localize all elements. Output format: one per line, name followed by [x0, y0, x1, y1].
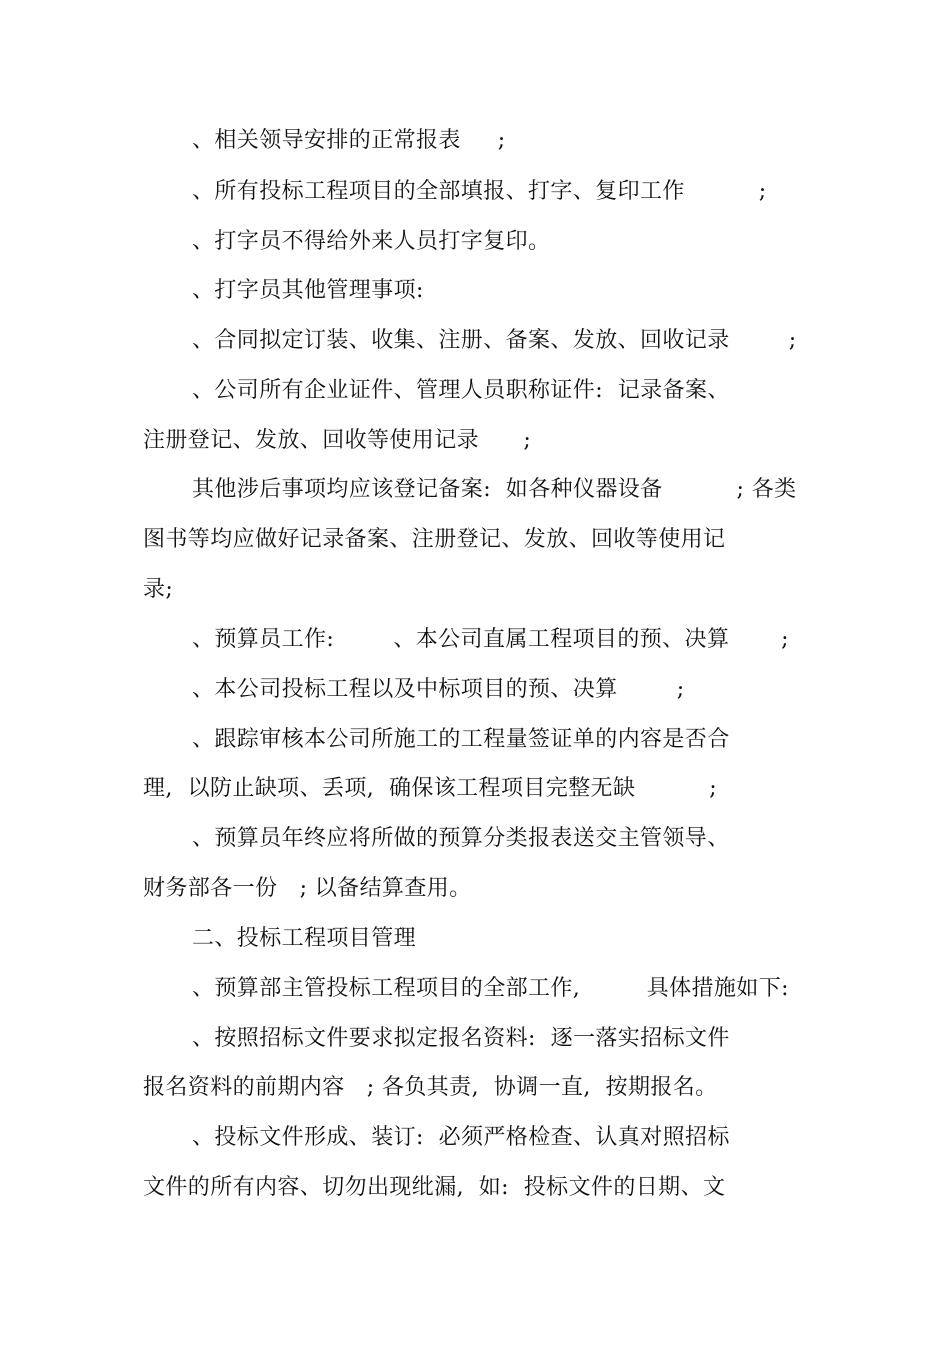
- text-line: 、本公司投标工程以及中标项目的预、决算 ;: [192, 677, 685, 702]
- text-line: 、合同拟定订装、收集、注册、备案、发放、回收记录 ;: [192, 328, 797, 353]
- text-line: 注册登记、发放、回收等使用记录 ;: [143, 428, 532, 453]
- text-line: 、公司所有企业证件、管理人员职称证件: 记录备案、: [192, 378, 730, 403]
- text-line: 、按照招标文件要求拟定报名资料: 逐一落实招标文件: [192, 1026, 730, 1051]
- text-line: 其他涉后事项均应该登记备案: 如各种仪器设备 ; 各类: [192, 477, 797, 502]
- text-line: 、预算部主管投标工程项目的全部工作, 具体措施如下:: [192, 976, 789, 1001]
- text-line: 、投标文件形成、装订: 必须严格检查、认真对照招标: [192, 1125, 730, 1150]
- text-line: 、预算员年终应将所做的预算分类报表送交主管领导、: [192, 826, 730, 851]
- section-heading: 二、投标工程项目管理: [192, 926, 417, 951]
- text-line: 、所有投标工程项目的全部填报、打字、复印工作 ;: [192, 179, 767, 204]
- text-line: 录;: [143, 577, 174, 602]
- text-line: 、相关领导安排的正常报表 ;: [192, 128, 506, 153]
- text-line: 、跟踪审核本公司所施工的工程量签证单的内容是否合: [192, 727, 730, 752]
- text-line: 文件的所有内容、切勿出现纰漏, 如: 投标文件的日期、文: [143, 1175, 726, 1200]
- text-line: 、打字员不得给外来人员打字复印。: [192, 229, 551, 254]
- text-line: 、预算员工作: 、本公司直属工程项目的预、决算 ;: [192, 627, 789, 652]
- text-line: 图书等均应做好记录备案、注册登记、发放、回收等使用记: [143, 527, 726, 552]
- text-line: 报名资料的前期内容 ; 各负其责, 协调一直, 按期报名。: [143, 1075, 718, 1100]
- text-line: 理, 以防止缺项、丢项, 确保该工程项目完整无缺 ;: [143, 776, 718, 801]
- text-line: 、打字员其他管理事项:: [192, 278, 424, 303]
- text-line: 财务部各一份 ; 以备结算查用。: [143, 876, 472, 901]
